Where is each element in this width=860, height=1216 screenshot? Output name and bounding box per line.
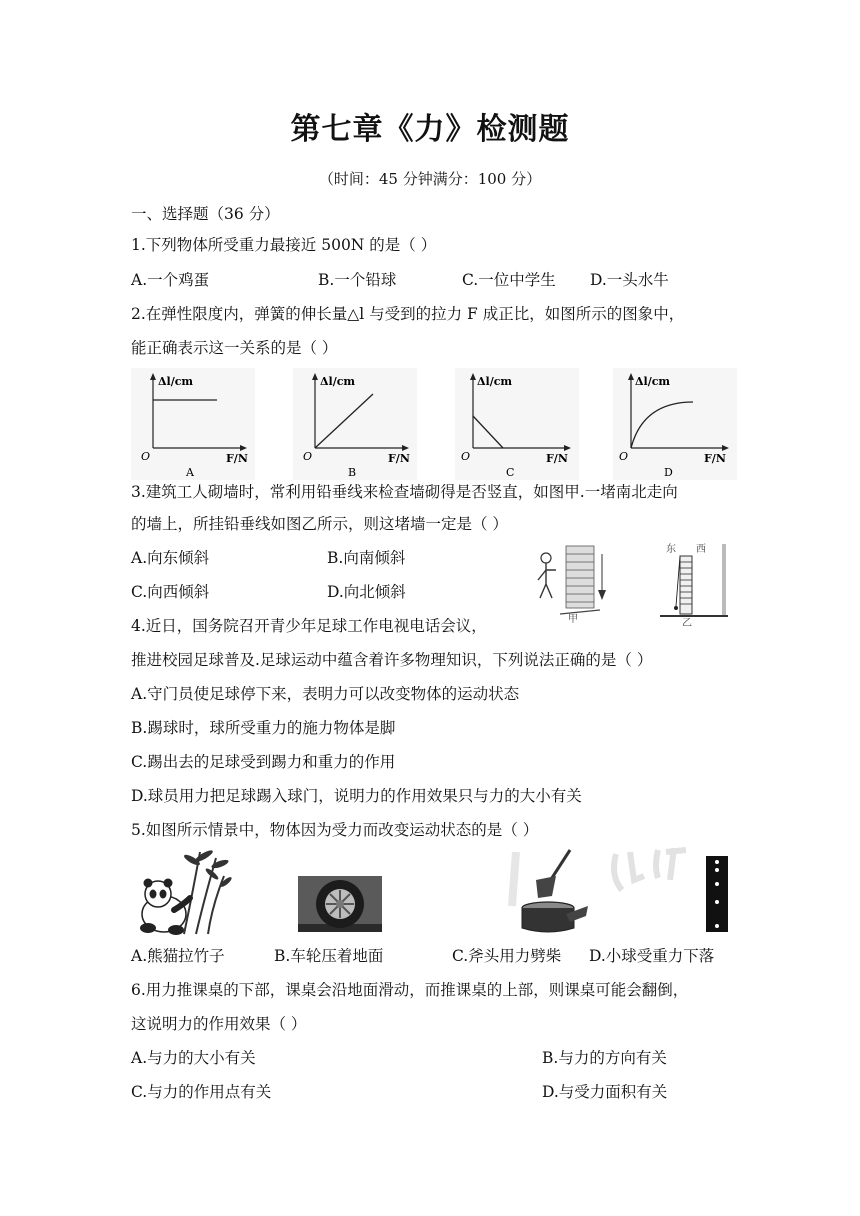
q4-option-c: C.踢出去的足球受到踢力和重力的作用	[131, 753, 396, 771]
q6-option-b: B.与力的方向有关	[542, 1049, 667, 1067]
question-6-stem-line1: 6.用力推课桌的下部，课桌会沿地面滑动，而推课桌的上部，则课桌可能会翻倒，	[131, 981, 689, 999]
question-2-stem-line1: 2.在弹性限度内，弹簧的伸长量△l 与受到的拉力 F 成正比，如图所示的图象中，	[131, 305, 685, 323]
q1-option-c: C.一位中学生	[462, 271, 556, 289]
page-title: 第七章《力》检测题	[290, 112, 570, 147]
q6-option-d: D.与受力面积有关	[542, 1083, 668, 1101]
q3-option-b: B.向南倾斜	[327, 549, 406, 567]
q1-option-d: D.一头水牛	[590, 271, 669, 289]
graph-d-xlabel: F/N	[704, 452, 726, 465]
q3-option-a: A.向东倾斜	[131, 549, 210, 567]
car-wheel-svg	[298, 876, 382, 932]
graph-c-ylabel: Δl/cm	[477, 375, 513, 388]
panda-eye-left	[150, 890, 157, 899]
panda-ear-right	[164, 879, 173, 888]
strobe-background	[706, 856, 728, 932]
ball-position-4	[715, 900, 719, 904]
graph-c-svg	[455, 368, 579, 480]
ball-position-2	[715, 868, 719, 872]
panda-eye-right	[160, 890, 167, 899]
axe-head	[536, 876, 556, 898]
wall-edge	[722, 544, 726, 616]
worker-head	[541, 553, 551, 563]
graph-a	[131, 368, 255, 480]
graph-a-origin: O	[141, 450, 151, 463]
graph-a-xlabel: F/N	[226, 452, 248, 465]
graph-b	[293, 368, 417, 480]
question-4-stem-line2: 推进校园足球普及.足球运动中蕴含着许多物理知识，下列说法正确的是（ ）	[131, 651, 653, 669]
brick-wall	[566, 546, 594, 608]
axe-chopping-svg	[508, 846, 692, 938]
panda-ear-left	[144, 879, 153, 888]
graph-d-origin: O	[619, 450, 629, 463]
panda-foot-left	[140, 923, 156, 933]
q5-option-a: A.熊猫拉竹子	[131, 947, 225, 965]
q1-option-a: A.一个鸡蛋	[131, 271, 210, 289]
falling-ball-svg	[702, 856, 732, 932]
q4-option-b: B.踢球时，球所受重力的施力物体是脚	[131, 719, 396, 737]
plumb-figure-yi	[660, 540, 730, 626]
question-4-stem-line1: 4.近日，国务院召开青少年足球工作电视电话会议，	[131, 617, 487, 635]
q4-option-d: D.球员用力把足球踢入球门，说明力的作用效果只与力的大小有关	[131, 787, 582, 805]
graph-a-svg	[131, 368, 255, 480]
q5-option-c: C.斧头用力劈柴	[452, 947, 562, 965]
faded-background-marks	[614, 848, 686, 890]
log-side	[522, 908, 574, 932]
q1-option-b: B.一个铅球	[318, 271, 397, 289]
question-6-stem-line2: 这说明力的作用效果（ ）	[131, 1015, 307, 1033]
page-subtitle: （时间：45 分钟满分：100 分）	[318, 170, 542, 188]
figure-jia-label: 甲	[568, 614, 578, 624]
west-label: 西	[696, 544, 706, 555]
hub	[336, 900, 344, 908]
plumb-bob-yi	[674, 606, 678, 610]
graph-d-caption: D	[664, 466, 673, 479]
q3-option-c: C.向西倾斜	[131, 583, 210, 601]
graph-b-caption: B	[348, 466, 357, 479]
question-2-stem-line2: 能正确表示这一关系的是（ ）	[131, 339, 338, 357]
panda-bamboo-image	[134, 846, 234, 936]
panda-bamboo-svg	[134, 846, 234, 936]
panda-foot-right	[168, 925, 184, 935]
q5-option-d: D.小球受重力下落	[589, 947, 715, 965]
graph-b-origin: O	[303, 450, 313, 463]
car-wheel-image	[298, 876, 382, 932]
worker-body	[538, 563, 556, 598]
q4-option-a: A.守门员使足球停下来，表明力可以改变物体的运动状态	[131, 685, 520, 703]
graph-d-ylabel: Δl/cm	[635, 375, 671, 388]
falling-ball-image	[702, 856, 732, 932]
ball-position-1	[715, 860, 719, 864]
east-label: 东	[666, 544, 676, 555]
axe-chopping-image	[508, 846, 692, 938]
graph-b-xlabel: F/N	[388, 452, 410, 465]
q5-option-b: B.车轮压着地面	[274, 947, 384, 965]
graph-a-caption: A	[186, 466, 194, 479]
plumb-figure-jia-svg	[530, 540, 630, 624]
plumb-figure-yi-svg	[660, 540, 730, 626]
graph-c-origin: O	[461, 450, 471, 463]
figure-yi-label: 乙	[682, 618, 692, 626]
graph-d-svg	[613, 368, 737, 480]
graph-c	[455, 368, 579, 480]
graph-a-ylabel: Δl/cm	[158, 375, 194, 388]
question-5-stem: 5.如图所示情景中，物体因为受力而改变运动状态的是（ ）	[131, 821, 539, 839]
question-1-stem: 1.下列物体所受重力最接近 500N 的是（ ）	[131, 236, 437, 254]
bamboo-leaves	[183, 848, 233, 888]
faded-smudge	[512, 852, 516, 906]
question-3-stem-line2: 的墙上，所挂铅垂线如图乙所示，则这堵墙一定是（ ）	[131, 515, 508, 533]
section-heading: 一、选择题（36 分）	[131, 205, 280, 223]
graph-c-caption: C	[506, 466, 515, 479]
plumb-bob-jia	[598, 590, 606, 600]
graph-b-svg	[293, 368, 417, 480]
graph-b-ylabel: Δl/cm	[320, 375, 356, 388]
q3-option-d: D.向北倾斜	[327, 583, 406, 601]
question-3-stem-line1: 3.建筑工人砌墙时，常利用铅垂线来检查墙砌得是否竖直，如图甲.一堵南北走向	[131, 483, 678, 501]
q6-option-c: C.与力的作用点有关	[131, 1083, 272, 1101]
ball-position-5	[715, 924, 719, 928]
plumb-line-yi	[676, 556, 680, 606]
graph-d	[613, 368, 737, 480]
yi-wall	[680, 556, 692, 614]
graph-c-xlabel: F/N	[546, 452, 568, 465]
ball-position-3	[715, 882, 719, 886]
wall-outline	[566, 546, 594, 608]
ground-line	[560, 610, 600, 614]
q6-option-a: A.与力的大小有关	[131, 1049, 256, 1067]
plumb-figure-jia	[530, 540, 630, 624]
